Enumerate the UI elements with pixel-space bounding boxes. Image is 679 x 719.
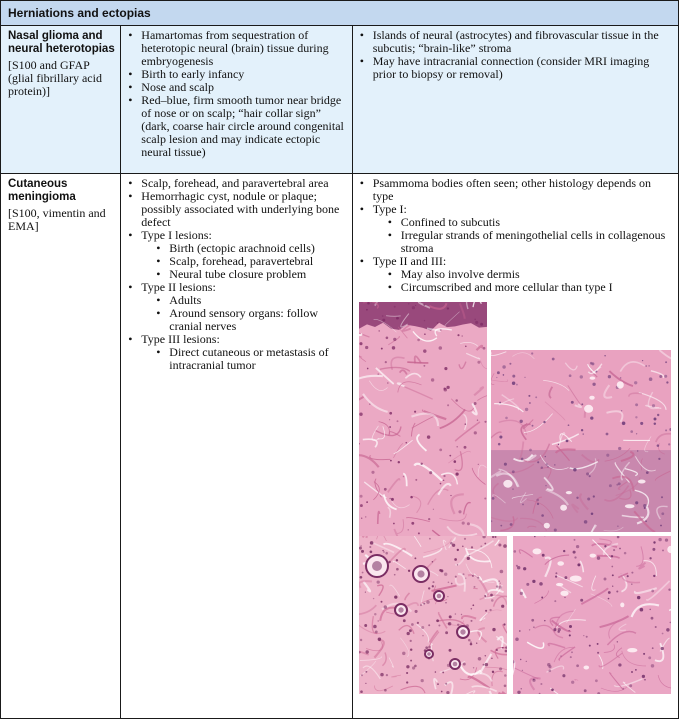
list-item (353, 177, 672, 203)
list-item-text: Red–blue, firm smooth tumor near bridge of nose or on scalp; “hair collar sign” (dark, coarse hair circle around congenital scalp lesion and may indicate ectopic neural tissue) (141, 93, 344, 159)
list-item-text: Type I: (372, 202, 407, 216)
list-item (121, 94, 345, 159)
sub-list (373, 216, 672, 255)
sub-list-item: • Circumscribed and more cellular than type I (373, 281, 672, 294)
entity-name-line: Nasal glioma and (8, 30, 103, 42)
sub-list-item: • May also involve dermis (373, 268, 672, 281)
clinical-cell (121, 26, 352, 174)
sub-list-item: • Neural tube closure problem (141, 268, 345, 281)
section-title: Herniations and ectopias (8, 6, 151, 20)
entity-cell (1, 26, 121, 174)
list-item (121, 229, 345, 281)
micrograph-low-power (491, 350, 671, 532)
list-item-text: Psammoma bodies often seen; other histology depends on type (372, 176, 652, 203)
sub-list (141, 242, 345, 281)
list-item-text: Hamartomas from sequestration of heterotopic neural (brain) tissue during embryogenesis (141, 28, 329, 68)
entity-cell (1, 174, 121, 719)
section-header-cell (1, 1, 679, 26)
histology-list (353, 26, 678, 85)
list-item (121, 29, 345, 68)
micrograph-low-power-image (491, 350, 671, 532)
list-item (353, 29, 672, 55)
clinical-list (121, 174, 351, 376)
micrograph-subcutis-image (513, 536, 671, 694)
table-row (1, 174, 679, 719)
sub-list-item: • Direct cutaneous or metastasis of intracranial tumor (141, 346, 345, 372)
histology-list (353, 174, 678, 298)
list-item (121, 281, 345, 333)
micrograph-psammoma-image (359, 536, 507, 694)
histology-cell (352, 174, 678, 719)
sub-list-item: • Confined to subcutis (373, 216, 672, 229)
list-item (121, 190, 345, 229)
sub-list-item: • Adults (141, 294, 345, 307)
entity-name-line: Cutaneous (8, 178, 68, 190)
entity-name (1, 174, 120, 204)
clinical-list (121, 26, 351, 163)
sub-list-item: • Irregular strands of meningothelial cells in collagenous stroma (373, 229, 672, 255)
list-item-text: Islands of neural (astrocytes) and fibrovascular tissue in the subcutis; “brain-like” stroma (372, 28, 659, 55)
list-item-text: Scalp, forehead, and paravertebral area (141, 176, 329, 190)
list-item-text: Type II lesions: (141, 280, 216, 294)
sub-list-item: • Around sensory organs: follow cranial nerves (141, 307, 345, 333)
clinical-cell (121, 174, 352, 719)
sub-list (373, 268, 672, 294)
sub-list (141, 294, 345, 333)
list-item-text: Birth to early infancy (141, 67, 245, 81)
entity-name-line: neural heterotopias (8, 43, 115, 55)
micrograph-epidermis-dermis-image (359, 302, 487, 546)
stain-note: [S100, vimentin and EMA] (8, 206, 106, 233)
sub-list (141, 346, 345, 372)
entity-name (1, 26, 120, 56)
list-item-text: Nose and scalp (141, 80, 214, 94)
micrograph-subcutis (513, 536, 671, 694)
micrograph-panel (353, 298, 678, 718)
micrograph-psammoma (359, 536, 507, 694)
entity-name-line: meningioma (8, 191, 76, 203)
sub-list-item: • Scalp, forehead, paravertebral (141, 255, 345, 268)
list-item-text: Type III lesions: (141, 332, 220, 346)
stain-note: [S100 and GFAP (glial fibrillary acid protein)] (8, 58, 102, 98)
sub-list-item: • Birth (ectopic arachnoid cells) (141, 242, 345, 255)
list-item (121, 333, 345, 372)
list-item (353, 55, 672, 81)
table-row (1, 26, 679, 174)
list-item (353, 203, 672, 255)
micrograph-epidermis-dermis (359, 302, 487, 546)
list-item-text: Hemorrhagic cyst, nodule or plaque; possibly associated with underlying bone defect (141, 189, 340, 229)
histology-cell (352, 26, 678, 174)
list-item (353, 255, 672, 294)
list-item-text: Type I lesions: (141, 228, 212, 242)
section-header-row (1, 1, 679, 26)
list-item-text: Type II and III: (372, 254, 447, 268)
list-item-text: May have intracranial connection (consider MRI imaging prior to biopsy or removal) (372, 54, 650, 81)
